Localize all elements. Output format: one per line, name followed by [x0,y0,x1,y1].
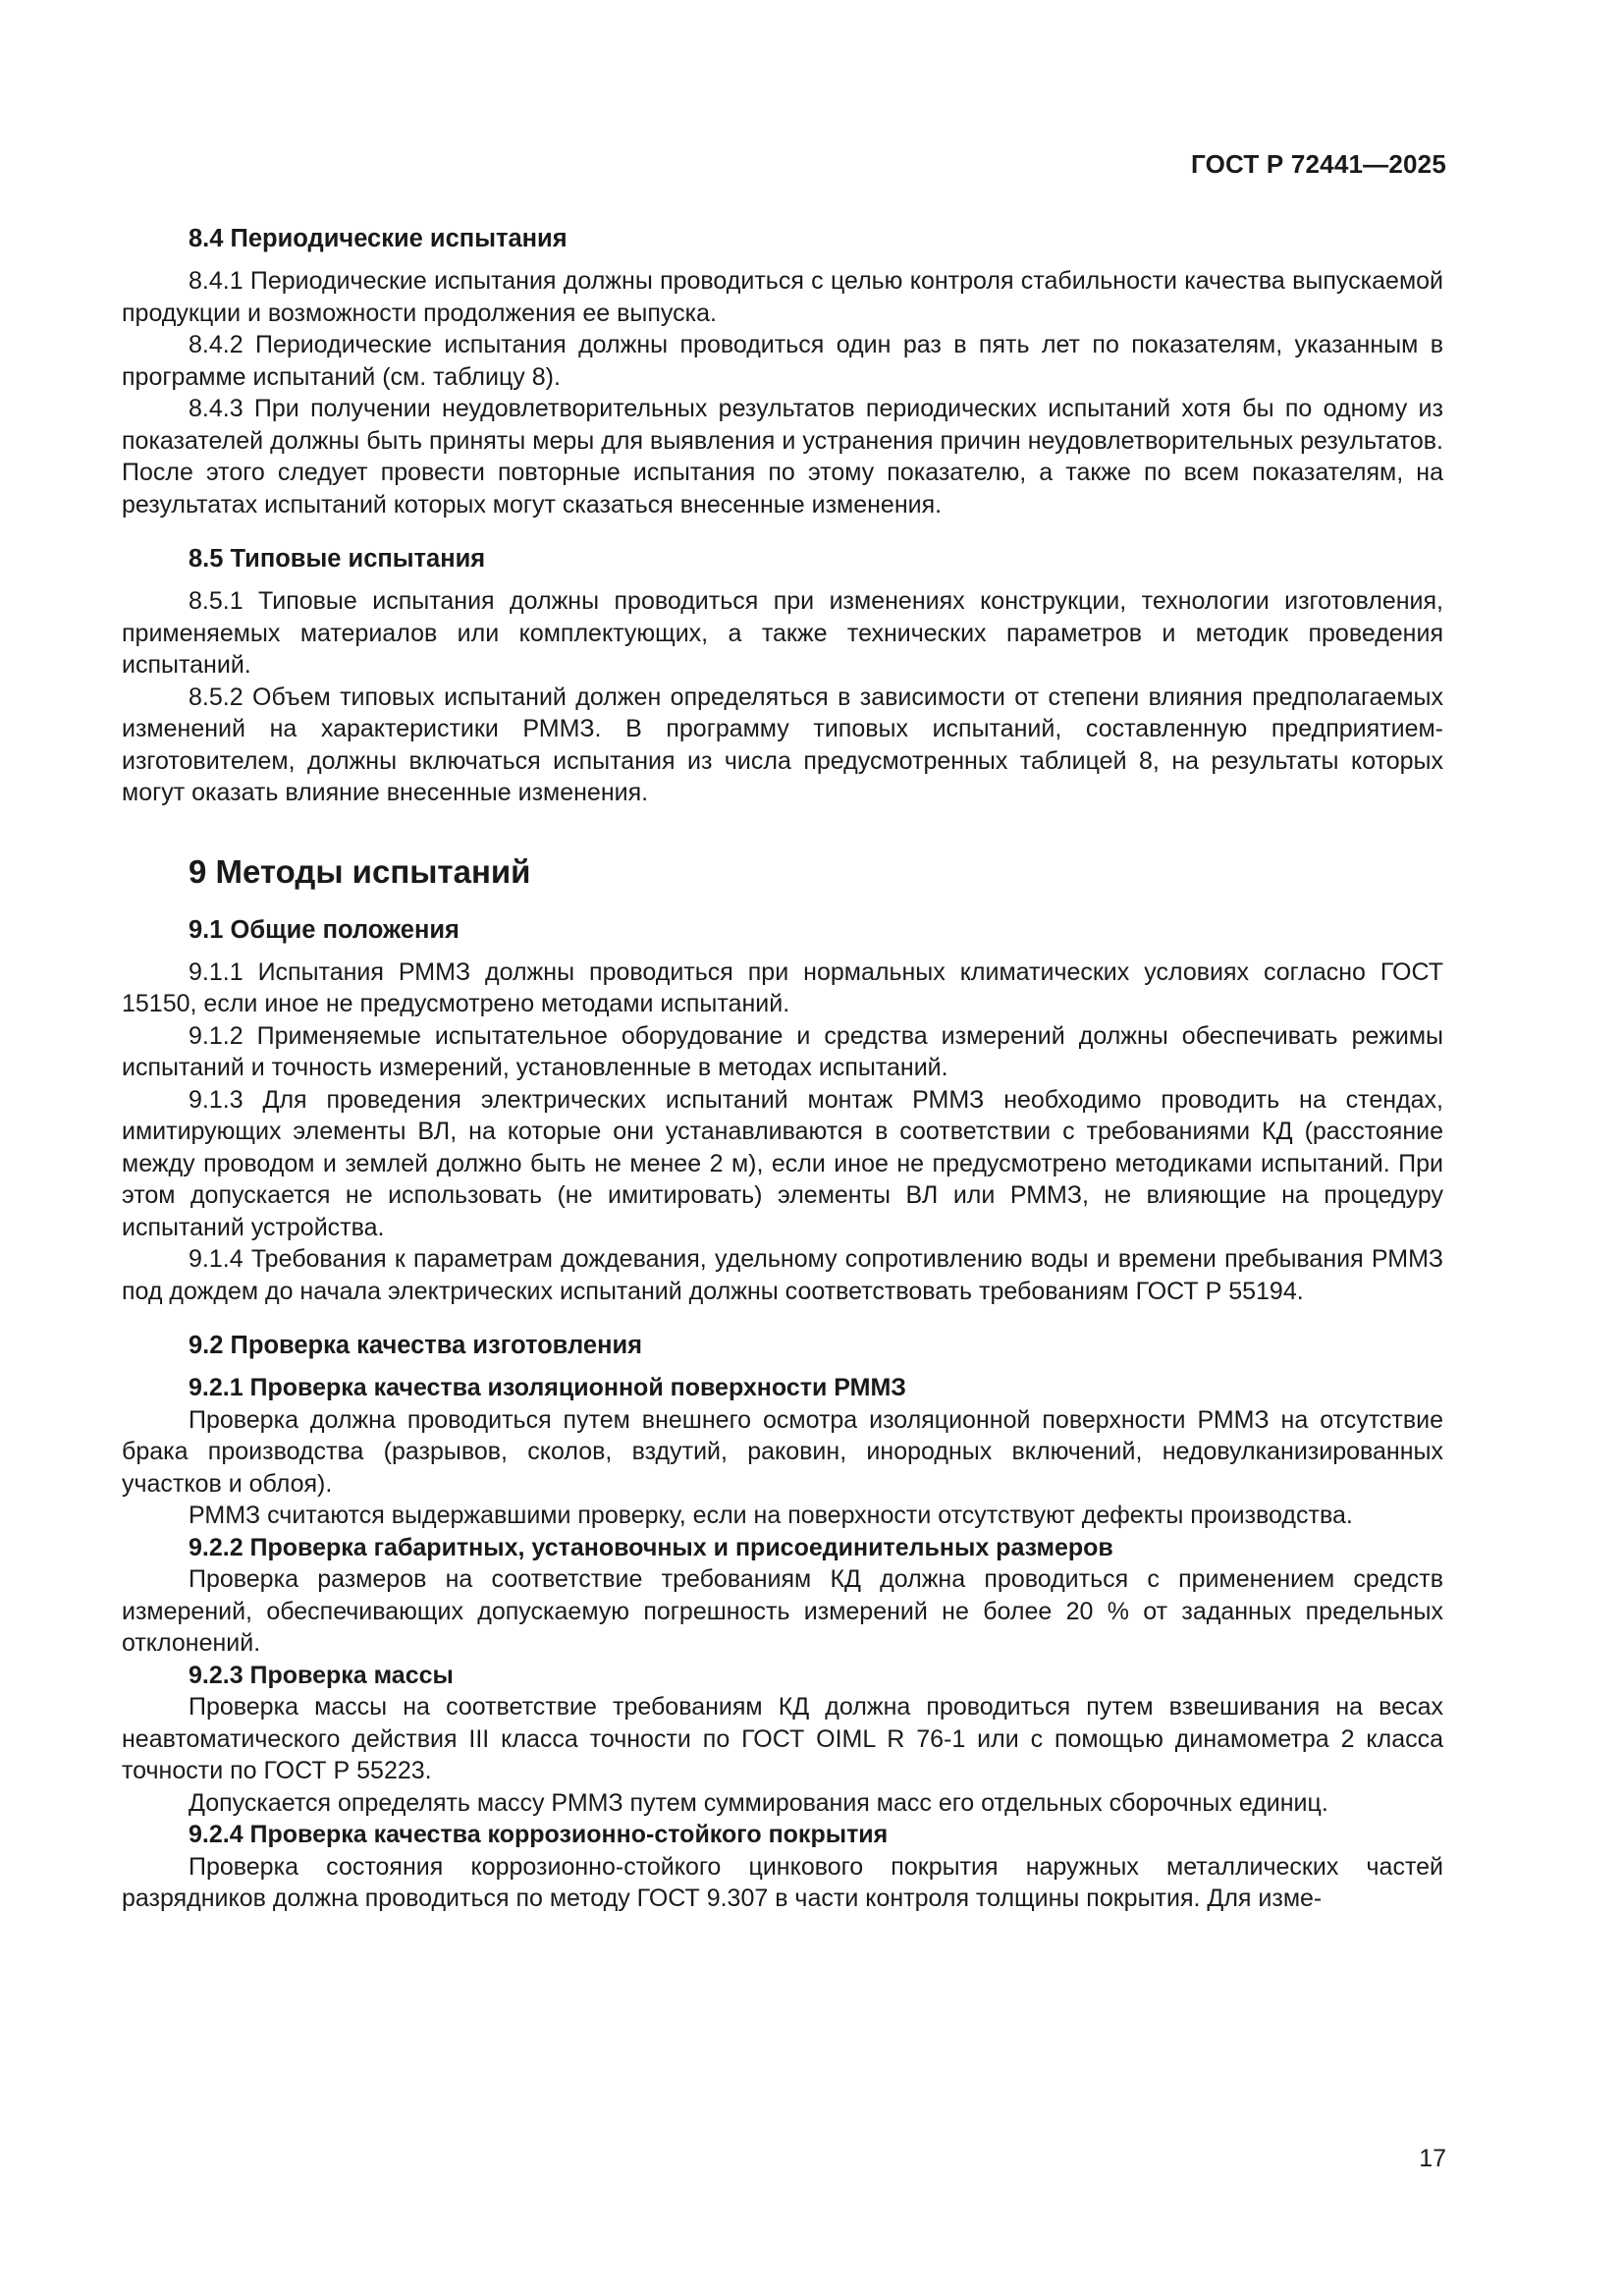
paragraph-8-4-2: 8.4.2 Периодические испытания должны проводиться один раз в пять лет по показателям, указанным в программе испытаний (см. таблицу 8). [122,331,1443,391]
heading-9-1: 9.1 Общие положения [189,915,460,944]
paragraph-9-1-4: 9.1.4 Требования к параметрам дождевания, удельному сопротивлению воды и времени пребывания РММЗ под дождем до начала электрических испытаний должны соответствовать требованиям ГОСТ Р 55194. [122,1245,1443,1305]
heading-9-2-2: 9.2.2 Проверка габаритных, установочных и присоединительных размеров [189,1533,1113,1561]
paragraph-9-2-2-a: Проверка размеров на соответствие требованиям КД должна проводиться с применением средств измерений, обеспечивающих допускаемую погрешность измерений не более 20 % от заданных предельных отклонений. [122,1565,1443,1657]
paragraph-8-4-3: 8.4.3 При получении неудовлетворительных результатов периодических испытаний хотя бы по одному из показателей должны быть приняты меры для выявления и устранения причин неудовлетворительных результатов. После этого следует провести повторные испытания по этому показателю, а также по всем показателям, на результатах испытаний которых могут сказаться внесенные изменения. [122,395,1443,519]
paragraph-9-2-3-a: Проверка массы на соответствие требованиям КД должна проводиться путем взвешивания на весах неавтоматического действия III класса точности по ГОСТ OIML R 76-1 или с помощью динамометра 2 класса точности по ГОСТ Р 55223. [122,1693,1443,1784]
page-content [122,222,1443,1915]
heading-9-2: 9.2 Проверка качества изготовления [189,1332,643,1359]
paragraph-9-1-2: 9.1.2 Применяемые испытательное оборудование и средства измерений должны обеспечивать режимы испытаний и точность измерений, установленные в методах испытаний. [122,1021,1443,1081]
paragraph-9-1-1: 9.1.1 Испытания РММЗ должны проводиться при нормальных климатических условиях согласно ГОСТ 15150, если иное не предусмотрено методами испытаний. [122,957,1443,1017]
paragraph-9-1-3: 9.1.3 Для проведения электрических испытаний монтаж РММЗ необходимо проводить на стендах, имитирующих элементы ВЛ, на которые они устанавливаются в соответствии с требованиями КД (расстояние между проводом и землей должно быть не менее 2 м), если иное не предусмотрено методиками испытаний. При этом допускается не использовать (не имитировать) элементы ВЛ или РММЗ, не влияющие на процедуру испытаний устройства. [122,1085,1443,1241]
paragraph-9-2-1-b: РММЗ считаются выдержавшими проверку, если на поверхности отсутствуют дефекты производства. [189,1502,1353,1529]
heading-9-2-4: 9.2.4 Проверка качества коррозионно-стойкого покрытия [189,1821,889,1848]
document-id: ГОСТ Р 72441—2025 [1191,149,1446,179]
paragraph-9-2-3-b: Допускается определять массу РММЗ путем суммирования масс его отдельных сборочных единиц. [189,1788,1328,1817]
paragraph-8-5-1: 8.5.1 Типовые испытания должны проводиться при изменениях конструкции, технологии изготовления, применяемых материалов или комплектующих, а также технических параметров и методик проведения испытаний. [122,587,1443,679]
page-number: 17 [1419,2145,1446,2172]
paragraph-9-2-4-a: Проверка состояния коррозионно-стойкого цинкового покрытия наружных металлических частей разрядников должна проводиться по методу ГОСТ 9.307 в части контроля толщины покрытия. Для изме- [122,1852,1443,1912]
heading-8-4: 8.4 Периодические испытания [189,225,568,252]
paragraph-8-4-1: 8.4.1 Периодические испытания должны проводиться с целью контроля стабильности качества выпускаемой продукции и возможности продолжения ее выпуска. [122,267,1443,327]
heading-9-2-1: 9.2.1 Проверка качества изоляционной поверхности РММЗ [189,1374,906,1401]
paragraph-8-5-2: 8.5.2 Объем типовых испытаний должен определяться в зависимости от степени влияния предполагаемых изменений на характеристики РММЗ. В программу типовых испытаний, составленную предприятием-изготовителем, должны включаться испытания из числа предусмотренных таблицей 8, на результаты которых могут оказать влияние внесенные изменения. [122,683,1443,806]
heading-8-5: 8.5 Типовые испытания [189,545,486,573]
heading-9-2-3: 9.2.3 Проверка массы [189,1661,454,1689]
heading-9: 9 Методы испытаний [189,852,531,890]
paragraph-9-2-1-a: Проверка должна проводиться путем внешнего осмотра изоляционной поверхности РММЗ на отсутствие брака производства (разрывов, сколов, вздутий, раковин, инородных включений, недовулканизированных участков и облоя). [122,1405,1443,1498]
